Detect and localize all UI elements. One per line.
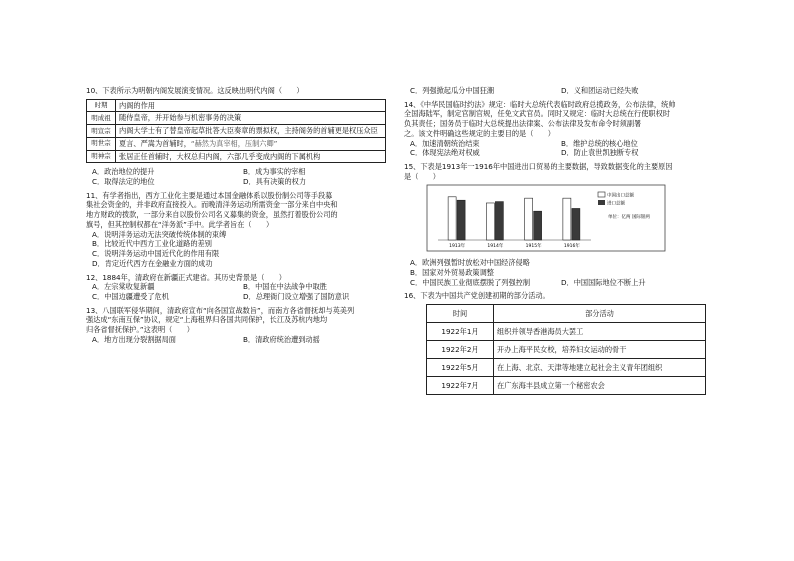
table-cell: 明成祖 bbox=[87, 112, 116, 125]
table-cell: 1922年7月 bbox=[427, 377, 494, 395]
q13-line: 强达成“东南互保”协议，规定“上海租界归各国共同保护，长江及苏杭内地均 bbox=[86, 315, 328, 325]
q14-line: 14、《中华民国临时约法》规定：临时大总统代表临时政府总揽政务，公布法律，统帅 bbox=[404, 99, 676, 109]
table-row bbox=[427, 323, 706, 341]
question-13 bbox=[86, 306, 386, 345]
q13-line: 归各省督抚保护。”这表明（ ） bbox=[86, 325, 194, 335]
question-10 bbox=[86, 86, 386, 187]
table-cell: 1922年1月 bbox=[427, 323, 494, 341]
table-row bbox=[427, 359, 706, 377]
option-c[interactable]: C．列强掀起瓜分中国狂潮 bbox=[410, 86, 495, 95]
option-d[interactable]: D．具有决策的权力 bbox=[243, 177, 307, 187]
option-a[interactable]: A．加速清朝统治结束 bbox=[410, 138, 480, 148]
table-cell: 内阁大学士有了替皇帝起草批答大臣奏章的票拟权，主持阁务的首辅更是权压众臣 bbox=[116, 125, 386, 138]
option-d[interactable]: D．中国国际地位不断上升 bbox=[561, 277, 646, 287]
legend-swatch-export bbox=[598, 192, 605, 197]
table-header-row bbox=[427, 305, 706, 323]
q13-options-cont bbox=[410, 86, 704, 96]
option-c[interactable]: C．取得法定的地位 bbox=[92, 177, 155, 187]
q14-line: 之。该文件明确这些规定的主要目的是（ ） bbox=[404, 128, 555, 138]
option-d[interactable]: D．防止袁世凯独断专权 bbox=[561, 148, 639, 158]
option-a[interactable]: A．左宗棠收复新疆 bbox=[92, 282, 155, 292]
table-row bbox=[87, 137, 386, 150]
table-cell: 明宣宗 bbox=[87, 125, 116, 138]
q14-line: 全国海陆军，制定官制官规，任免文武官员。同时又规定：临时大总统在行使职权时 bbox=[404, 109, 670, 119]
option-a[interactable]: A．政治地位的提升 bbox=[92, 167, 155, 177]
option-d[interactable]: D．义和团运动已经失败 bbox=[561, 86, 639, 95]
option-b[interactable]: B．清政府统治遭到动摇 bbox=[243, 334, 320, 344]
table-cell: 时期 bbox=[87, 99, 116, 112]
bar-import-0 bbox=[457, 201, 465, 241]
option-b[interactable]: B．成为事实的宰相 bbox=[243, 167, 306, 177]
option-a[interactable]: A．欧洲列强暂时放松对中国经济侵略 bbox=[410, 258, 530, 268]
quote-text: “赫然为真宰相，压制六卿” bbox=[190, 138, 278, 148]
table-header: 部分活动 bbox=[494, 305, 706, 323]
table-header: 时间 bbox=[427, 305, 494, 323]
q13-options bbox=[92, 335, 386, 345]
q12-options bbox=[92, 282, 386, 301]
q11-line: 地方财政的拨款，一部分来自以股份公司名义募集的资金，虽然打着股份公司的 bbox=[86, 210, 338, 220]
table-cell: 在上海、北京、天津等地建立起社会主义青年团组织 bbox=[494, 359, 706, 377]
question-15 bbox=[404, 162, 704, 287]
bar-import-3 bbox=[572, 209, 580, 241]
table-row bbox=[87, 150, 386, 163]
table-cell: 开办上海平民女校，培养妇女运动的骨干 bbox=[494, 341, 706, 359]
option-d[interactable]: D．肯定近代西方在金融业方面的成功 bbox=[92, 258, 213, 268]
table-row bbox=[87, 112, 386, 125]
bar-export-3 bbox=[563, 199, 571, 241]
question-11 bbox=[86, 191, 386, 269]
table-cell: 组织并领导香港海员大罢工 bbox=[494, 323, 706, 341]
question-12 bbox=[86, 273, 386, 302]
q12-stem: 12、1884年，清政府在新疆正式建省。其历史背景是（ ） bbox=[86, 272, 286, 282]
q16-table bbox=[426, 304, 706, 395]
x-tick-label: 1915年 bbox=[525, 244, 542, 250]
option-b[interactable]: B．维护总统的核心地位 bbox=[561, 138, 638, 148]
q15-options bbox=[410, 258, 704, 277]
table-cell: 在广东海丰县成立第一个秘密农会 bbox=[494, 377, 706, 395]
table-cell: 张居正任首辅时，大权总归内阁，六部几乎变成内阁的下属机构 bbox=[116, 150, 386, 163]
bar-export-1 bbox=[486, 203, 494, 240]
bar-export-0 bbox=[448, 197, 456, 240]
option-b[interactable]: B．比较近代中西方工业化道路的差别 bbox=[92, 239, 212, 249]
trade-bar-chart bbox=[426, 184, 666, 252]
legend-label-import: 进口总额 bbox=[607, 201, 625, 207]
q10-table bbox=[86, 99, 386, 164]
q13-line: 13、八国联军侵华期间，清政府宣布“向各国宣战数旨”，而南方各省督抚却与英美列 bbox=[86, 305, 355, 315]
bar-export-2 bbox=[525, 199, 533, 241]
q11-line: 旗号，但其控制权都在“洋务派”手中。此学者旨在（ ） bbox=[86, 219, 274, 229]
option-c[interactable]: C．说明洋务运动中国近代化的作用有限 bbox=[92, 249, 220, 259]
table-cell: 明神宗 bbox=[87, 150, 116, 163]
option-a[interactable]: A．说明洋务运动无法突破传统体制的束缚 bbox=[92, 229, 227, 239]
q11-options bbox=[92, 230, 386, 269]
left-column bbox=[86, 86, 386, 345]
right-column bbox=[404, 86, 704, 395]
option-a[interactable]: A．地方出现分裂割据局面 bbox=[92, 334, 176, 344]
table-cell: 明世宗 bbox=[87, 137, 116, 150]
table-cell bbox=[116, 137, 386, 150]
question-14 bbox=[404, 100, 704, 158]
option-b[interactable]: B．中国在中法战争中取胜 bbox=[243, 282, 327, 292]
q11-line: 集社会资金的，并非政府直接投入。而晚清洋务运动所需资金一部分来自中央和 bbox=[86, 200, 338, 210]
x-tick-label: 1913年 bbox=[449, 244, 466, 250]
q10-stem: 10、下表所示为明朝内阁发展演变情况。这反映出明代内阁（ ） bbox=[86, 86, 304, 95]
option-c[interactable]: C．中国边疆遭受了危机 bbox=[92, 291, 169, 301]
option-d[interactable]: D．总理衙门设立增强了国防意识 bbox=[243, 291, 350, 301]
q16-stem: 16、下表为中国共产党创建初期的部分活动。 bbox=[404, 291, 550, 301]
legend-label-export: 中国出口总额 bbox=[607, 193, 634, 199]
table-cell: 1922年2月 bbox=[427, 341, 494, 359]
table-cell: 1922年5月 bbox=[427, 359, 494, 377]
q15-line: 是（ ） bbox=[404, 171, 440, 181]
option-c[interactable]: C．中国民族工业彻底摆脱了列强控制 bbox=[410, 277, 531, 287]
chart-unit-note: 单位：亿两 国际银两 bbox=[608, 215, 650, 221]
bar-import-2 bbox=[534, 212, 542, 241]
table-cell: 随侍皇帝，并开始参与机密事务的决策 bbox=[116, 112, 386, 125]
table-cell-text: 夏言、严嵩为首辅时， bbox=[119, 138, 191, 148]
x-tick-label: 1916年 bbox=[563, 244, 580, 250]
q15-options-2 bbox=[410, 278, 704, 288]
table-cell: 内阁的作用 bbox=[116, 99, 386, 112]
option-c[interactable]: C．体现宪法绝对权威 bbox=[410, 148, 480, 158]
table-row bbox=[87, 99, 386, 112]
legend-swatch-import bbox=[598, 200, 605, 205]
table-row bbox=[427, 341, 706, 359]
question-16 bbox=[404, 291, 704, 395]
bar-import-1 bbox=[495, 202, 503, 240]
q14-options bbox=[410, 139, 704, 158]
q10-options bbox=[92, 167, 386, 186]
table-row bbox=[87, 125, 386, 138]
table-row bbox=[427, 377, 706, 395]
q14-line: 负其责任；国务员于临时大总统提出法律案、公布法律及发布命令时须副署 bbox=[404, 119, 642, 129]
q11-line: 11、有学者指出，西方工业化主要是通过本国金融体系以股份制公司等手段募 bbox=[86, 190, 333, 200]
option-b[interactable]: B．国家对外贸易政策调整 bbox=[410, 267, 494, 277]
q15-line: 15、下表是1913年一1916年中国进出口贸易的主要数据，导致数据变化的主要原因 bbox=[404, 162, 673, 172]
x-tick-label: 1914年 bbox=[487, 244, 504, 250]
